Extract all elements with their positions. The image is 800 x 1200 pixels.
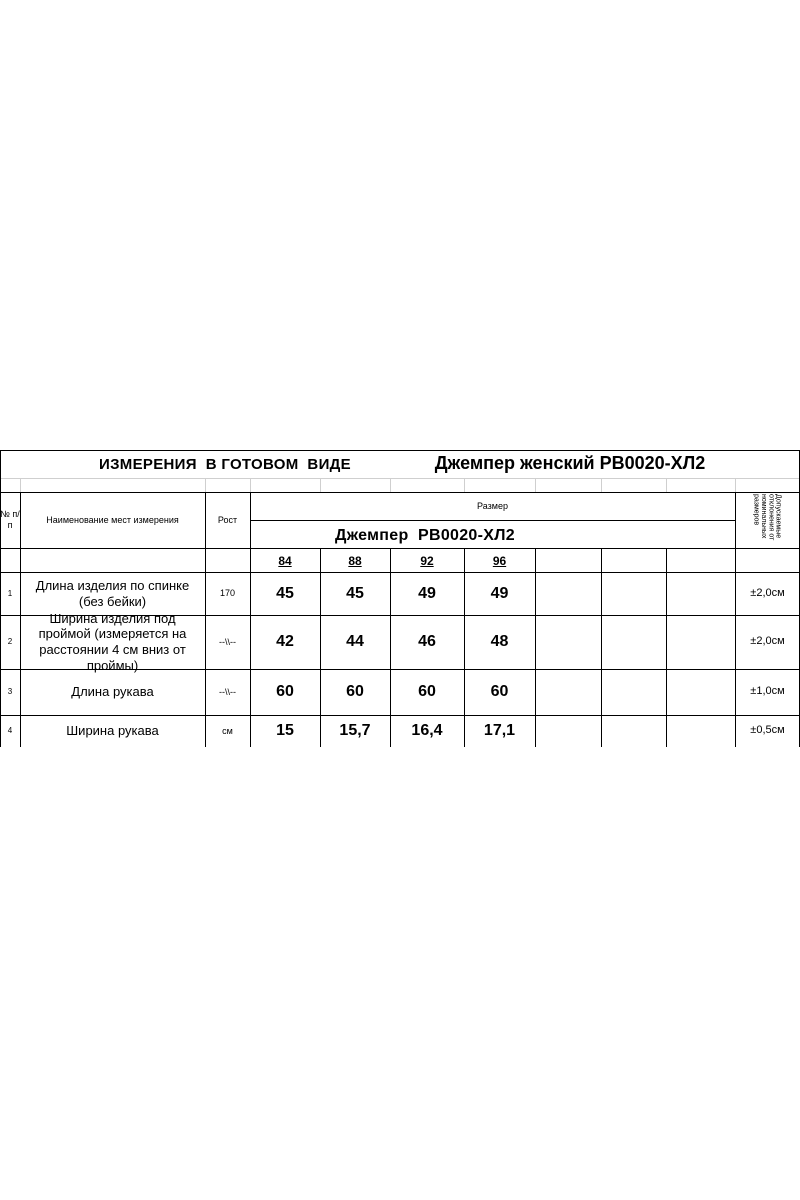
table-border (535, 548, 536, 747)
table-border (666, 548, 667, 747)
value-cell: 60 (276, 683, 294, 701)
tolerance-cell: ±0,5см (750, 724, 785, 737)
value-cell: 48 (490, 633, 509, 651)
row-name: Ширина изделия под проймой (измеряется на расстоянии 4 см вниз от проймы) (38, 610, 187, 673)
row-name: Ширина рукава (66, 723, 159, 739)
grid-line (250, 478, 251, 492)
grid-line (666, 478, 667, 492)
sheet-title: ИЗМЕРЕНИЯ В ГОТОВОМ ВИДЕ (99, 456, 351, 473)
grid-line (205, 478, 206, 492)
measurement-sheet (0, 450, 800, 747)
column-header-no: № п/п (0, 509, 20, 530)
value-cell: 49 (418, 584, 436, 602)
tolerance-cell: ±2,0см (750, 635, 785, 648)
row-number: 1 (7, 588, 13, 598)
grid-line (390, 478, 391, 492)
grid-line (320, 478, 321, 492)
grid-line (464, 478, 465, 492)
size-92: 92 (420, 553, 434, 568)
value-cell: 15 (276, 722, 294, 740)
value-cell: 42 (276, 633, 294, 651)
value-cell: 60 (490, 683, 509, 701)
product-subtitle: Джемпер РВ0020-ХЛ2 (335, 527, 515, 545)
row-height: 170 (219, 588, 236, 599)
table-border (601, 548, 602, 747)
value-cell: 60 (346, 683, 364, 701)
grid-line (0, 478, 800, 479)
size-96: 96 (492, 553, 507, 568)
tolerance-header-text: Допускаемые отклонения от номинальных размеров (752, 494, 782, 541)
column-header-tolerance (737, 494, 797, 546)
table-border (250, 520, 735, 521)
row-number: 4 (7, 726, 13, 736)
size-88: 88 (348, 553, 362, 568)
row-height: см (222, 725, 233, 736)
grid-line (601, 478, 602, 492)
value-cell: 17,1 (483, 722, 516, 740)
value-cell: 15,7 (339, 722, 371, 740)
product-title: Джемпер женский РВ0020-ХЛ2 (434, 453, 706, 474)
row-height: --\\-- (219, 636, 236, 647)
grid-line (735, 478, 736, 492)
row-name: Длина рукава (71, 684, 154, 700)
row-number: 3 (7, 687, 13, 697)
size-84: 84 (278, 553, 292, 568)
row-height: --\\-- (219, 686, 236, 697)
grid-line (535, 478, 536, 492)
tolerance-cell: ±1,0см (750, 685, 785, 698)
value-cell: 60 (418, 683, 436, 701)
value-cell: 45 (346, 584, 364, 602)
value-cell: 44 (346, 633, 364, 651)
column-header-height: Рост (217, 514, 238, 525)
column-header-name: Наименование мест измерения (46, 514, 179, 525)
grid-line (20, 478, 21, 492)
value-cell: 46 (418, 633, 436, 651)
column-header-size: Размер (477, 500, 508, 511)
tolerance-cell: ±2,0см (750, 586, 785, 599)
value-cell: 49 (490, 584, 509, 602)
value-cell: 45 (276, 584, 294, 602)
value-cell: 16,4 (411, 722, 443, 740)
row-name: Длина изделия по спинке (без бейки) (35, 577, 190, 609)
row-number: 2 (7, 637, 13, 647)
